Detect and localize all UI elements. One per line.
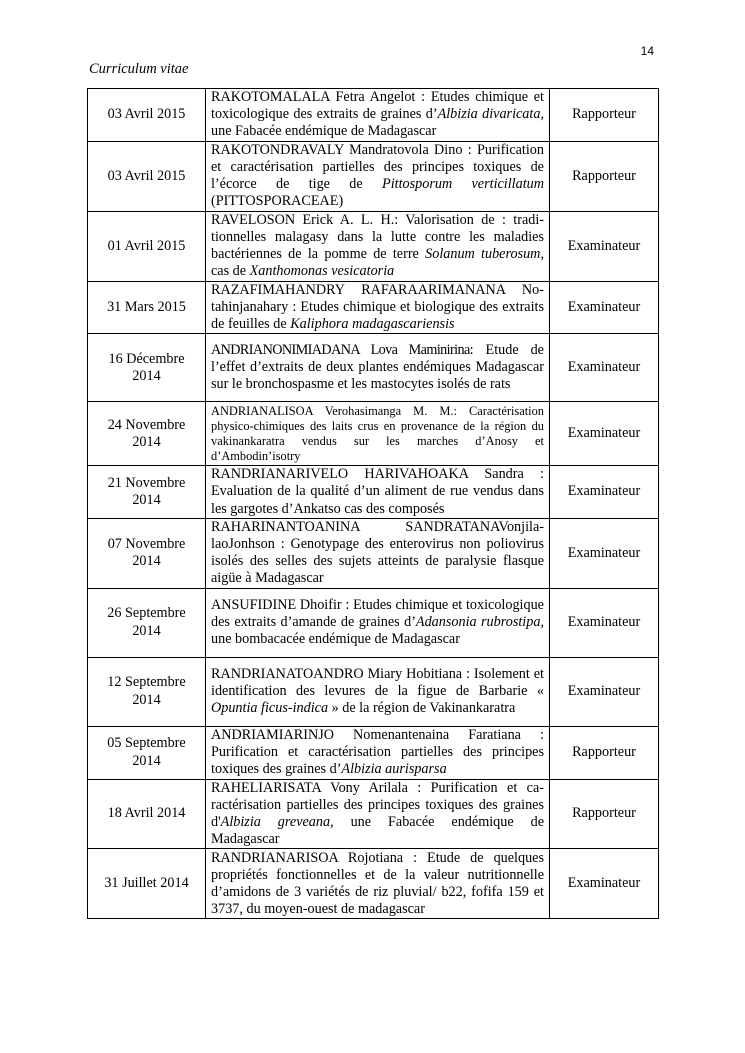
running-header: Curriculum vitae [89, 61, 189, 77]
jury-role: Examinateur [550, 518, 659, 588]
thesis-description: RANDRIANARISOA Rojotiana : Etude de quelques propriétés fonctionnelles et de la valeur nutritionnelle d’amidons de 3 variétés de riz pluvial/ b22, fofifa 159 et 3737, du moyen-ouest de madagascar [206, 849, 550, 919]
defense-date: 31 Juillet 2014 [88, 849, 206, 919]
defense-date: 31 Mars 2015 [88, 281, 206, 334]
table-row [88, 726, 659, 779]
table-row [88, 281, 659, 334]
table-row [88, 849, 659, 919]
thesis-jury-table [87, 88, 659, 919]
table-row [88, 518, 659, 588]
candidate-name: RAKOTONDRAVALY Mandratovola Dino [211, 141, 463, 158]
jury-role: Rapporteur [550, 726, 659, 779]
jury-role: Examinateur [550, 657, 659, 726]
candidate-name: ANDRIANONIMIADANA Lova Maminirina [211, 341, 470, 358]
jury-role: Examinateur [550, 334, 659, 402]
species-name: Albizia aurisparsa [341, 761, 447, 778]
jury-role: Examinateur [550, 849, 659, 919]
thesis-description: RANDRIANATOANDRO Miary Hobitiana : Isolement et identification des levures de la figue de Barbarie « Opuntia ficus-indica » de la région de Vakinankaratra [206, 657, 550, 726]
thesis-description: ANDRIANALISOA Verohasimanga M. M.: Caractérisation physico-chimiques des laits crus en provenance de la région du vakinankaratra vendus sur les marches d’Anosy et d’Ambodin’isotry [206, 402, 550, 466]
species-name: Adansonia rubrostipa [415, 614, 541, 631]
defense-date: 21 Novembre 2014 [88, 466, 206, 519]
species-name: Solanum tuberosum [425, 246, 541, 263]
candidate-name: RAVELOSON Erick A. L. H. [211, 211, 395, 228]
species-name: Pittosporum verticillatum [382, 176, 545, 193]
thesis-description: RAHARINANTOANINA SANDRATANAVonjilalaoJonhson : Genotypage des enterovirus non poliovirus isolés des selles des sujets atteints de paralysie flasque aigüe à Madagascar [206, 518, 550, 588]
table-row [88, 588, 659, 657]
table-row [88, 657, 659, 726]
defense-date: 26 Septembre 2014 [88, 588, 206, 657]
species-name: Xanthomonas vesicatoria [249, 263, 395, 280]
defense-date: 18 Avril 2014 [88, 779, 206, 849]
candidate-name: RAZAFIMAHANDRY RAFARAARIMANANA [211, 281, 506, 298]
defense-date: 24 Novembre 2014 [88, 402, 206, 466]
candidate-name: RANDRIANARISOA Rojotiana [211, 849, 404, 866]
table-row [88, 334, 659, 402]
candidate-name: RAHELIARISATA Vony Arilala [211, 779, 408, 796]
candidate-name: RAHARINANTOANINA SANDRATANAVonjilalaoJonhson [211, 518, 544, 553]
candidate-name: RANDRIANARIVELO HARIVAHOAKA Sandra [211, 466, 524, 483]
thesis-description: RANDRIANARIVELO HARIVAHOAKA Sandra : Evaluation de la qualité d’un aliment de rue vendus dans les gargotes d’Ankatso cas des composés [206, 466, 550, 519]
species-name: Albizia greveana [220, 814, 331, 831]
thesis-description: RAZAFIMAHANDRY RAFARAARIMANANA Notahinjanahary : Etudes chimique et biologique des extraits de feuilles de Kaliphora madagascariensis [206, 281, 550, 334]
table-row [88, 211, 659, 281]
defense-date: 16 Décembre 2014 [88, 334, 206, 402]
defense-date: 03 Avril 2015 [88, 141, 206, 211]
jury-role: Examinateur [550, 211, 659, 281]
thesis-description: ANDRIANONIMIADANA Lova Maminirina: Etude de l’effet d’extraits de deux plantes endémiques Madagascar sur le bronchospasme et les mastocytes isolés de rats [206, 334, 550, 402]
species-name: Opuntia ficus-indica [211, 700, 329, 717]
defense-date: 03 Avril 2015 [88, 89, 206, 142]
candidate-name: ANDRIAMIARINJO Nomenantenaina Faratiana [211, 726, 521, 743]
defense-date: 05 Septembre 2014 [88, 726, 206, 779]
jury-role: Examinateur [550, 402, 659, 466]
candidate-name: RANDRIANATOANDRO Miary Hobitiana [211, 665, 463, 682]
table-row [88, 141, 659, 211]
thesis-description: ANDRIAMIARINJO Nomenantenaina Faratiana : Purification et caractérisation partielles des principes toxiques des graines d’Albizia aurisparsa [206, 726, 550, 779]
thesis-description: RAKOTOMALALA Fetra Angelot : Etudes chimique et toxicologique des extraits de graines d’Albizia divaricata, une Fabacée endémique de Madagascar [206, 89, 550, 142]
thesis-description: RAVELOSON Erick A. L. H.: Valorisation de : traditionnelles malagasy dans la lutte contre les maladies bactériennes de la pomme de terre Solanum tuberosum, cas de Xanthomonas vesicatoria [206, 211, 550, 281]
defense-date: 01 Avril 2015 [88, 211, 206, 281]
table-row [88, 466, 659, 519]
species-name: Kaliphora madagascariensis [290, 316, 455, 333]
candidate-name: ANDRIANALISOA Verohasimanga M. M. [211, 403, 454, 418]
jury-role: Rapporteur [550, 779, 659, 849]
table-row [88, 402, 659, 466]
defense-date: 07 Novembre 2014 [88, 518, 206, 588]
candidate-name: ANSUFIDINE Dhoifir [211, 596, 342, 613]
table-row [88, 779, 659, 849]
jury-role: Rapporteur [550, 141, 659, 211]
candidate-name: RAKOTOMALALA Fetra Angelot [211, 89, 416, 105]
jury-role: Rapporteur [550, 89, 659, 142]
jury-role: Examinateur [550, 281, 659, 334]
table-row [88, 89, 659, 142]
jury-role: Examinateur [550, 466, 659, 519]
thesis-description: RAHELIARISATA Vony Arilala : Purification et caractérisation partielles des principes toxiques des graines d'Albizia greveana, une Fabacée endémique de Madagascar [206, 779, 550, 849]
page-number: 14 [640, 44, 654, 58]
defense-date: 12 Septembre 2014 [88, 657, 206, 726]
species-name: Albizia divaricata [437, 106, 541, 123]
jury-role: Examinateur [550, 588, 659, 657]
thesis-description: ANSUFIDINE Dhoifir : Etudes chimique et toxicologique des extraits d’amande de graines d’Adansonia rubrostipa, une bombacacée endémique de Madagascar [206, 588, 550, 657]
thesis-description: RAKOTONDRAVALY Mandratovola Dino : Purification et caractérisation partielles des principes toxiques de l’écorce de tige de Pittosporum verticillatum (PITTOSPORACEAE) [206, 141, 550, 211]
